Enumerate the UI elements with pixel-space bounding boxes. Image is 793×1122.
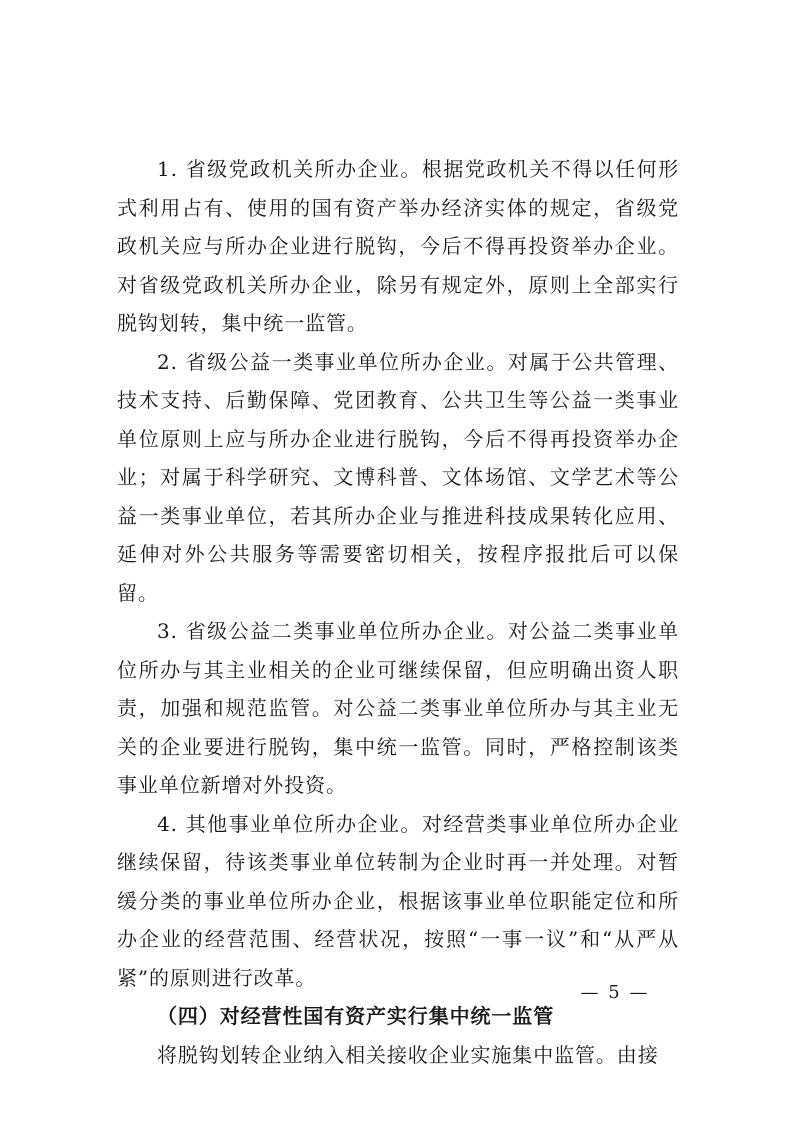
paragraph-1: 1. 省级党政机关所办企业。根据党政机关不得以任何形式利用占有、使用的国有资产举办经济实体的规定，省级党政机关应与所办企业进行脱钩，今后不得再投资举办企业。对省级党政机关所办企业，除另有规定外，原则上全部实行脱钩划转，集中统一监管。: [117, 157, 679, 335]
paragraph-2: 2. 省级公益一类事业单位所办企业。对属于公共管理、技术支持、后勤保障、党团教育、公共卫生等公益一类事业单位原则上应与所办企业进行脱钩，今后不得再投资举办企业；对属于科学研究、文博科普、文体场馆、文学艺术等公益一类事业单位，若其所办企业与推进科技成果转化应用、延伸对外公共服务等需要密切相关，按程序报批后可以保留。: [117, 349, 679, 605]
paragraph-4: 4. 其他事业单位所办企业。对经营类事业单位所办企业继续保留，待该类事业单位转制为企业时再一并处理。对暂缓分类的事业单位所办企业，根据该事业单位职能定位和所办企业的经营范围、经营状况，按照“一事一议”和“从严从紧”的原则进行改革。: [117, 811, 679, 990]
body-text: [117, 150, 679, 1074]
page-number: — 5 —: [580, 982, 650, 1003]
section-heading: （四）对经营性国有资产实行集中统一监管: [157, 1004, 555, 1028]
paragraph-3: 3. 省级公益二类事业单位所办企业。对公益二类事业单位所办与其主业相关的企业可继续保留，但应明确出资人职责，加强和规范监管。对公益二类事业单位所办与其主业无关的企业要进行脱钩，集中统一监管。同时，严格控制该类事业单位新增对外投资。: [117, 619, 679, 797]
paragraph-5: 将脱钩划转企业纳入相关接收企业实施集中监管。由接: [157, 1042, 659, 1067]
